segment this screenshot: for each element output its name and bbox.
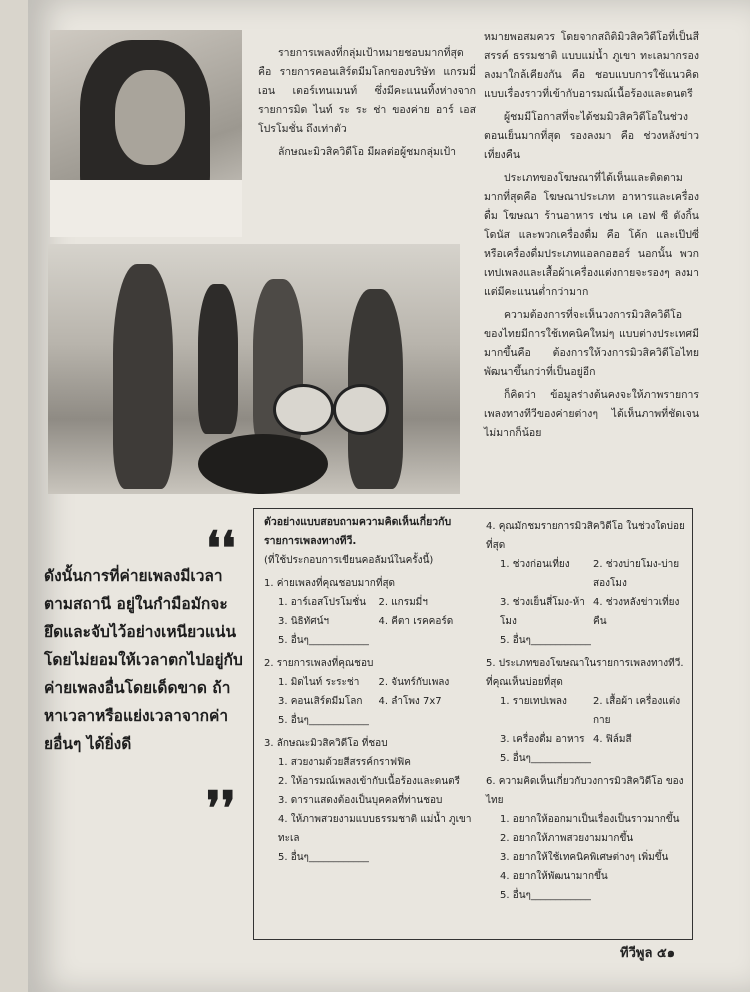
paragraph: ความต้องการที่จะเห็นวงการมิวสิควิดีโอของไทยมีการใช้เทคนิคใหม่ๆ แบบต่างประเทศมีมากขึ้นคือ ต้องการให้วงการมิวสิควิดีโอไทย พัฒนาขึ้นกว่าที่เป็นอยู่อีก [484, 309, 699, 378]
survey-question [264, 734, 479, 867]
option: 4. ฟิล์มสี [593, 734, 632, 745]
portrait-photo [50, 30, 242, 237]
open-quote-mark: ❛❛ [206, 521, 236, 575]
option: 2. จันทร์กับเพลง [378, 677, 450, 688]
question-label: 6. ความคิดเห็นเกี่ยวกับวงการมิวสิควิดีโอ ของไทย [486, 776, 684, 806]
question-label: 2. รายการเพลงที่คุณชอบ [264, 658, 374, 669]
option: 5. อื่นๆ____________ [500, 890, 591, 901]
paragraph: ประเภทของโฆษณาที่ได้เห็นและติดตามมากที่สุดคือ โฆษณาประเภท อาหารและเครื่องดื่ม โฆษณา ร้านอาหาร เช่น เค เอฟ ซี ดังกิ้น โดนัส และพวกเครื่องดื่ม คือ โค้ก และเป๊ปซี่ หรือเครื่องดื่มประเภทแอลกอฮอร์ นอกนั้น พวกเทปเพลงและเสื้อผ้าเครื่องแต่งกายจะรองๆ ลงมา แต่มีคะแนนต่ำกว่ามาก [484, 172, 699, 298]
option: 3. ช่วงเย็นสี่โมง-ห้าโมง [500, 597, 585, 627]
option: 1. อยากให้ออกมาเป็นเรื่องเป็นราวมากขึ้น [500, 814, 680, 825]
option: 1. รายเทปเพลง [500, 696, 567, 707]
question-label: 5. ประเภทของโฆษณาในรายการเพลงทางทีวี. ที่คุณเห็นบ่อยที่สุด [486, 658, 684, 688]
option: 1. ช่วงก่อนเที่ยง [500, 559, 570, 570]
option: 3. เครื่องดื่ม อาหาร [500, 734, 585, 745]
survey-question [486, 654, 686, 768]
paragraph: หมายพอสมควร โดยจากสถิติมิวสิควิดีโอที่เป็นสีสรรค์ ธรรมชาติ แบบแม่น้ำ ภูเขา ทะเลมากรองลงมาใกล้เคียงกัน คือ ชอบแบบการใช้แนวคิดแบบเรื่องราวที่เข้ากับอารมณ์เนื้อร้องและดนตรี [484, 31, 699, 100]
survey-question [264, 574, 479, 650]
option: 4. ลำโพง 7x7 [378, 696, 442, 707]
option: 2. เสื้อผ้า เครื่องแต่งกาย [593, 696, 681, 726]
option: 4. ช่วงหลังข่าวเที่ยงคืน [593, 597, 680, 627]
paragraph: รายการเพลงที่กลุ่มเป้าหมายชอบมากที่สุด คือ รายการคอนเสิร์ตมีมโลกของบริษัท แกรมมี่ เอน เตอร์เทนเมนท์ ซึ่งมีคะแนนทิ้งห่างจากรายการมิด ไนท์ ระ ระ ช่า ของค่าย อาร์ เอส โปรโมชั่น ถึงเท่าตัว [258, 47, 476, 135]
survey-title: ตัวอย่างแบบสอบถามความคิดเห็นเกี่ยวกับรายการเพลงทางทีวี. [264, 516, 452, 547]
survey-subtitle: (ที่ใช้ประกอบการเขียนคอลัมน์ในครั้งนี้) [264, 555, 434, 566]
option: 1. สวยงามด้วยสีสรรค์กราฟฟิค [278, 757, 411, 768]
option: 5. อื่นๆ____________ [278, 635, 369, 646]
paragraph: ผู้ชมมีโอกาสที่จะได้ชมมิวสิควิดีโอในช่วงตอนเย็นมากที่สุด รองลงมา คือ ช่วงหลังข่าวเที่ยงคืน [484, 111, 699, 161]
option: 4. คีตา เรคคอร์ด [378, 616, 454, 627]
survey-question [486, 517, 686, 650]
option: 3. คอนเสิร์ตมีมโลก [278, 696, 363, 707]
survey-left-column [264, 513, 479, 867]
article-column-2 [484, 28, 699, 447]
option: 5. อื่นๆ____________ [278, 715, 369, 726]
question-label: 1. ค่ายเพลงที่คุณชอบมากที่สุด [264, 578, 396, 589]
survey-box [253, 508, 693, 940]
option: 5. อื่นๆ____________ [500, 753, 591, 764]
option: 3. ดาราแสดงต้องเป็นบุคคลที่ท่านชอบ [278, 795, 443, 806]
option: 3. อยากให้ใช้เทคนิคพิเศษต่างๆ เพิ่มขึ้น [500, 852, 669, 863]
option: 1. มิดไนท์ ระระช่า [278, 677, 360, 688]
option: 2. ให้อารมณ์เพลงเข้ากับเนื้อร้องและดนตรี [278, 776, 461, 787]
option: 4. อยากให้พัฒนามากขึ้น [500, 871, 608, 882]
survey-question [264, 654, 479, 730]
option: 4. ให้ภาพสวยงามแบบธรรมชาติ แม่น้ำ ภูเขา ทะเล [278, 814, 472, 844]
option: 5. อื่นๆ____________ [278, 852, 369, 863]
paragraph: ลักษณะมิวสิควิดีโอ มีผลต่อผู้ชมกลุ่มเป้า [278, 146, 457, 158]
option: 2. ช่วงบ่ายโมง-บ่ายสองโมง [593, 559, 680, 589]
band-photo [48, 244, 460, 494]
option: 2. แกรมมี่ฯ [378, 597, 428, 608]
pull-quote: ดังนั้นการที่ค่ายเพลงมีเวลาตามสถานี อยู่ในกำมือมักจะยึดและจับไว้อย่างเหนียวแน่น โดยไม่ยอมให้เวลาตกไปอยู่กับค่ายเพลงอื่นโดยเด็ดขาด ถ้าหาเวลาหรือแย่งเวลาจากค่ายอื่นๆ ได้ยิ่งดี [44, 567, 243, 753]
option: 5. อื่นๆ____________ [500, 635, 591, 646]
survey-right-column [486, 513, 686, 905]
close-quote-mark: ❜❜ [206, 781, 236, 835]
article-column-1 [258, 44, 476, 166]
question-label: 3. ลักษณะมิวสิควิดีโอ ที่ชอบ [264, 738, 388, 749]
option: 2. อยากให้ภาพสวยงามมากขึ้น [500, 833, 634, 844]
survey-question [486, 772, 686, 905]
page-footer: ทีวีพูล ๕๑ [620, 946, 676, 961]
paragraph: ก็คิดว่า ข้อมูลร่างต้นคงจะให้ภาพรายการเพลงทางทีวีของค่ายต่างๆ ได้เห็นภาพที่ชัดเจนไม่มากก็น้อย [484, 389, 699, 439]
question-label: 4. คุณมักชมรายการมิวสิควิดีโอ ในช่วงใดบ่อยที่สุด [486, 521, 685, 551]
option: 1. อาร์เอสโปรโมชั่น [278, 597, 366, 608]
option: 3. นิธิทัศน์ฯ [278, 616, 330, 627]
